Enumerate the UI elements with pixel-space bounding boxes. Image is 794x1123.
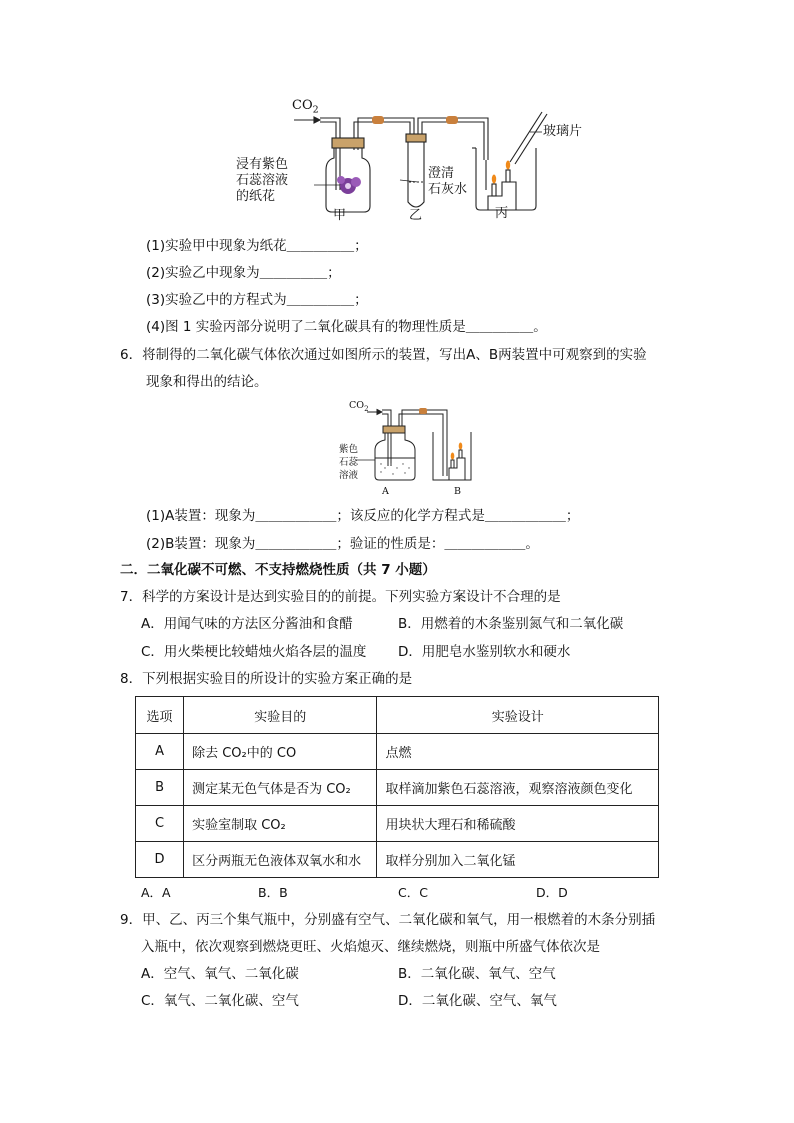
row-option: B [136, 770, 184, 806]
q9-option-c: C．氧气、二氧化碳、空气 [141, 993, 299, 1009]
section-heading: 二．二氧化碳不可燃、不支持燃烧性质（共 7 小题） [120, 562, 436, 578]
flower-label-line3: 的纸花 [236, 189, 276, 204]
fig2-label-line1: 紫色 [339, 444, 359, 455]
q9-stem-line2: 入瓶中，依次观察到燃烧更旺、火焰熄灭、继续燃烧，则瓶中所盛气体依次是 [141, 939, 600, 955]
limewater-label-line2: 石灰水 [428, 182, 468, 197]
row-purpose: 实验室制取 CO₂ [184, 806, 377, 842]
purple-flower-icon [337, 176, 361, 194]
table-row [136, 770, 659, 806]
q5-part4: (4)图 1 实验丙部分说明了二氧化碳具有的物理性质是＿＿＿＿＿。 [146, 319, 547, 335]
header-design: 实验设计 [377, 697, 659, 734]
table-row [136, 806, 659, 842]
q9-option-d: D．二氧化碳、空气、氧气 [398, 993, 557, 1009]
header-purpose: 实验目的 [184, 697, 377, 734]
q8-table [135, 696, 659, 878]
row-purpose: 区分两瓶无色液体双氧水和水 [184, 842, 377, 878]
q9-option-b: B．二氧化碳、氧气、空气 [398, 966, 556, 982]
q6-stem-line1: 6．将制得的二氧化碳气体依次通过如图所示的装置，写出A、B两装置中可观察到的实验 [120, 347, 647, 363]
q5-part1: (1)实验甲中现象为纸花＿＿＿＿＿； [146, 238, 368, 254]
q7-option-c: C．用火柴梗比较蜡烛火焰各层的温度 [141, 644, 367, 660]
glass-plate-label: 玻璃片 [543, 124, 583, 139]
q5-part2: (2)实验乙中现象为＿＿＿＿＿； [146, 265, 341, 281]
flower-label-line1: 浸有紫色 [236, 157, 289, 172]
flower-label-line2: 石蕊溶液 [236, 173, 289, 188]
fig2-label-line3: 溶液 [339, 470, 359, 481]
row-purpose: 测定某无色气体是否为 CO₂ [184, 770, 377, 806]
row-design: 取样分别加入二氧化锰 [377, 842, 659, 878]
row-option: C [136, 806, 184, 842]
q8-option-b: B．B [258, 885, 288, 900]
table-row [136, 842, 659, 878]
row-purpose: 除去 CO₂中的 CO [184, 734, 377, 770]
co2-label: $CO_2$ [292, 98, 319, 116]
q6-part2: (2)B装置：现象为＿＿＿＿＿＿；验证的性质是：＿＿＿＿＿＿。 [146, 536, 539, 552]
q6-stem-line2: 现象和得出的结论。 [146, 374, 268, 390]
row-design: 点燃 [377, 734, 659, 770]
table-header-row [136, 697, 659, 734]
fig2-co2-label: $CO_2$ [349, 400, 369, 413]
fig2-label-b: B [454, 486, 461, 497]
q7-option-b: B．用燃着的木条鉴别氮气和二氧化碳 [398, 616, 624, 632]
row-option: A [136, 734, 184, 770]
q9-option-a: A．空气、氧气、二氧化碳 [141, 966, 299, 982]
q9-stem-line1: 9．甲、乙、丙三个集气瓶中，分别盛有空气、二氧化碳和氧气，用一根燃着的木条分别插 [120, 912, 656, 928]
q8-option-d: D．D [536, 885, 568, 900]
q5-part3: (3)实验乙中的方程式为＿＿＿＿＿； [146, 292, 368, 308]
q7-stem: 7．科学的方案设计是达到实验目的的前提。下列实验方案设计不合理的是 [120, 589, 561, 605]
q7-option-d: D．用肥皂水鉴别软水和硬水 [398, 644, 571, 660]
q8-stem: 8．下列根据实验目的所设计的实验方案正确的是 [120, 671, 413, 687]
row-design: 用块状大理石和稀硫酸 [377, 806, 659, 842]
q8-option-a: A．A [141, 885, 171, 900]
header-option: 选项 [136, 697, 184, 734]
q7-option-a: A．用闻气味的方法区分酱油和食醋 [141, 616, 353, 632]
fig2-label-a: A [382, 486, 389, 497]
q8-option-c: C．C [398, 885, 428, 900]
table-row [136, 734, 659, 770]
row-design: 取样滴加紫色石蕊溶液，观察溶液颜色变化 [377, 770, 659, 806]
row-option: D [136, 842, 184, 878]
q6-part1: (1)A装置：现象为＿＿＿＿＿＿；该反应的化学方程式是＿＿＿＿＿＿； [146, 508, 580, 524]
label-bing: 丙 [495, 206, 509, 221]
label-yi: 乙 [409, 208, 423, 223]
limewater-label-line1: 澄清 [428, 166, 455, 181]
label-jia: 甲 [333, 208, 347, 223]
fig2-label-line2: 石蕊 [339, 457, 359, 468]
